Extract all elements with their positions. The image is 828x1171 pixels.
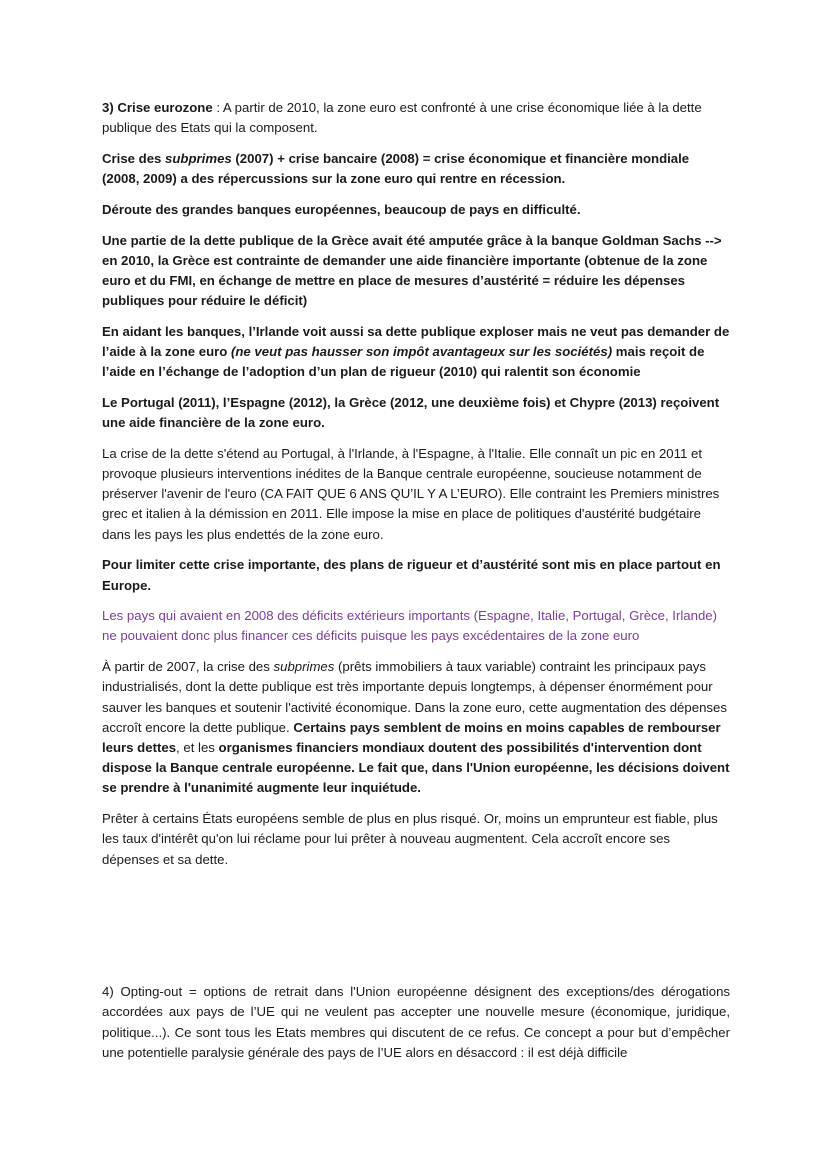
paragraph-opting-out: 4) Opting-out = options de retrait dans l'Union européenne désignent des exceptions/des dérogations accordées aux pays de l’UE qui ne veulent pas accepter une nouvelle mesure (économique, juridique, politique...). Ce sont tous les Etats membres qui discutent de ce refus. Ce concept a pour but d’empêcher une potentielle paralysie générale des pays de l’UE alors en désaccord : il est déjà difficile xyxy=(102,984,730,1060)
paragraph-grece: Une partie de la dette publique de la Grèce avait été amputée grâce à la banque Goldman Sachs --> en 2010, la Grèce est contrainte de demander une aide financière importante (obtenue de la zone euro et du FMI, en échange de mettre en place de mesures d’austérité = réduire les dépenses publiques pour réduire le déficit) xyxy=(102,232,722,309)
text-run-bold: Certains pays semblent de moins en moins capables de rembourser leurs dettes xyxy=(102,719,721,755)
text-run-italic: subprimes xyxy=(273,659,335,675)
paragraph-crise-dette: La crise de la dette s'étend au Portugal, à l'Irlande, à l'Espagne, à l'Italie. Elle connaît un pic en 2011 et provoque plusieurs interventions inédites de la Banque centrale européenne, soucieuse notamment de préserver l'avenir de l'euro (CA FAIT QUE 6 ANS QU’IL Y A L’EURO). Elle contraint les Premiers ministres grec et italien à la démission en 2011. Elle impose la mise en place de politiques d'austérité budgétaire dans les pays les plus endettés de la zone euro. xyxy=(102,445,720,542)
text-run: À partir de 2007, la crise des xyxy=(102,659,274,675)
document-page xyxy=(102,98,730,1074)
paragraph-crise-eurozone xyxy=(102,98,730,138)
paragraph-irlande xyxy=(102,322,730,383)
paragraph-subprimes-detail xyxy=(102,657,730,798)
text-run: (prêts immobiliers à taux variable) contraint les principaux pays industrialisés, dont la dette publique est très importante depuis longtemps, à dépenser énormément pour sauver les banques et soutenir l'activité économique. Dans la zone euro, cette augmentation des dépenses accroît encore la dette publique. xyxy=(102,659,727,735)
text-run-italic: (ne veut pas hausser son impôt avantageux sur les sociétés) xyxy=(230,344,613,360)
section-heading-crise-eurozone: 3) Crise eurozone xyxy=(102,100,213,115)
paragraph-text: : A partir de 2010, la zone euro est confronté à une crise économique liée à la dette publique des Etats qui la composent. xyxy=(102,100,702,136)
text-run-italic: subprimes xyxy=(165,150,232,166)
text-run: En aidant les banques, l’Irlande voit aussi sa dette publique exploser mais ne veut pas demander de l’aide à la zone euro xyxy=(102,323,730,360)
paragraph-preter-risque: Prêter à certains États européens semble de plus en plus risqué. Or, moins un emprunteur est fiable, plus les taux d'intérêt qu'on lui réclame pour lui prêter à nouveau augmentent. Cela accroît encore ses dépenses et sa dette. xyxy=(102,811,718,867)
text-run: mais reçoit de l’aide en l’échange de l’adoption d’un plan de rigueur (2010) qui ralentit son économie xyxy=(102,344,705,380)
paragraph-aides-financieres: Le Portugal (2011), l’Espagne (2012), la Grèce (2012, une deuxième fois) et Chypre (2013) reçoivent une aide financière de la zone euro. xyxy=(102,394,720,431)
text-run: Crise des xyxy=(102,150,166,166)
text-run: (2007) + crise bancaire (2008) = crise économique et financière mondiale (2008, 2009) a des répercussions sur la zone euro qui rentre en récession. xyxy=(102,150,690,187)
paragraph-plans-rigueur: Pour limiter cette crise importante, des plans de rigueur et d’austérité sont mis en place partout en Europe. xyxy=(102,557,721,593)
blank-space xyxy=(102,880,730,982)
paragraph-deroute-banques: Déroute des grandes banques européennes, beaucoup de pays en difficulté. xyxy=(102,201,581,217)
paragraph-subprimes-summary xyxy=(102,149,730,189)
text-run-bold: organismes financiers mondiaux doutent des possibilités d'intervention dont dispose la Banque centrale européenne. Le fait que, dans l'Union européenne, les décisions doivent se prendre à l'unanimité augmente leur inquiétude. xyxy=(102,739,730,796)
text-run: , et les xyxy=(176,739,219,755)
paragraph-deficits-exterieurs: Les pays qui avaient en 2008 des déficits extérieurs importants (Espagne, Italie, Portugal, Grèce, Irlande) ne pouvaient donc plus financer ces déficits puisque les pays excédentaires de la zone euro xyxy=(102,608,718,644)
